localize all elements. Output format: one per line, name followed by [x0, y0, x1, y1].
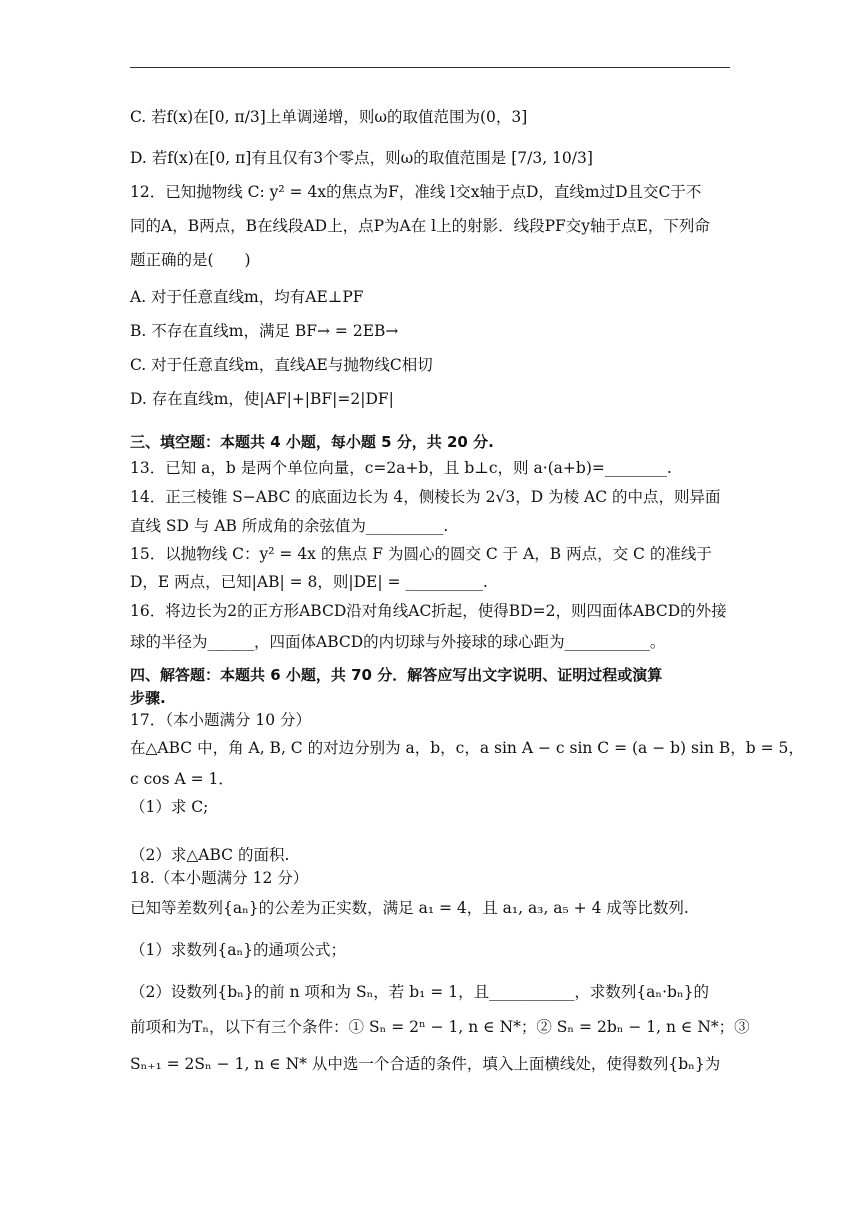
- q18-title: 18.（本小题满分 12 分）: [130, 869, 309, 887]
- q17-part1: （1）求 C;: [130, 798, 209, 816]
- q11-option-c: C. 若f(x)在[0, π/3]上单调递增，则ω的取值范围为(0，3]: [130, 108, 528, 126]
- q15-line1: 15．以抛物线 C：y² = 4x 的焦点 F 为圆心的圆交 C 于 A，B 两点，交 C 的准线于: [130, 545, 712, 563]
- q18-part2-line1: （2）设数列{bₙ}的前 n 项和为 Sₙ，若 b₁ = 1，且___________，求数列{aₙ·bₙ}的: [130, 983, 710, 1001]
- q12-stem-line2: 同的A，B两点，B在线段AD上，点P为A在 l上的射影．线段PF交y轴于点E，下列命: [130, 217, 710, 235]
- q14-line1: 14．正三棱锥 S−ABC 的底面边长为 4，侧棱长为 2√3，D 为棱 AC 的中点，则异面: [130, 488, 721, 506]
- q12-option-d: D. 存在直线m，使|AF|+|BF|=2|DF|: [130, 390, 394, 408]
- q12-option-c: C. 对于任意直线m，直线AE与抛物线C相切: [130, 356, 433, 374]
- q14-line2: 直线 SD 与 AB 所成角的余弦值为__________.: [130, 517, 449, 535]
- q18-stem: 已知等差数列{aₙ}的公差为正实数，满足 a₁ = 4，且 a₁, a₃, a₅ + 4 成等比数列.: [130, 899, 689, 917]
- q17-title: 17．（本小题满分 10 分）: [130, 711, 312, 729]
- q17-part2: （2）求△ABC 的面积.: [130, 846, 290, 864]
- q18-part2-line2: 前项和为Tₙ，以下有三个条件：① Sₙ = 2ⁿ − 1, n ∈ N*；② Sₙ = 2bₙ − 1, n ∈ N*；③: [130, 1018, 750, 1036]
- q18-part1: （1）求数列{aₙ}的通项公式；: [130, 941, 347, 959]
- q18-part2-line3: Sₙ₊₁ = 2Sₙ − 1, n ∈ N* 从中选一个合适的条件，填入上面横线处，使得数列{bₙ}为: [130, 1055, 721, 1073]
- q11-option-d: D. 若f(x)在[0, π]有且仅有3个零点，则ω的取值范围是 [7/3, 10/3]: [130, 149, 593, 167]
- q13: 13．已知 a，b 是两个单位向量，c=2a+b，且 b⊥c，则 a·(a+b)=________.: [130, 459, 672, 477]
- q17-stem-line1: 在△ABC 中，角 A, B, C 的对边分别为 a，b，c，a sin A − c sin C = (a − b) sin B，b = 5，: [130, 739, 804, 757]
- q12-stem-line1: 12．已知抛物线 C: y² = 4x的焦点为F，准线 l交x轴于点D，直线m过D且交C于不: [130, 183, 702, 201]
- section4-heading-line2: 步骤.: [130, 689, 166, 707]
- q12-stem-line3: 题正确的是( ): [130, 251, 251, 269]
- section3-heading: 三、填空题：本题共 4 小题，每小题 5 分，共 20 分.: [130, 433, 494, 451]
- q17-stem-line2: c cos A = 1．: [130, 770, 234, 788]
- q15-line2: D，E 两点，已知|AB| = 8，则|DE| = __________.: [130, 573, 488, 591]
- q16-line2: 球的半径为______，四面体ABCD的内切球与外接球的球心距为___________。: [130, 633, 666, 651]
- q12-option-a: A. 对于任意直线m，均有AE⊥PF: [130, 288, 364, 306]
- section4-heading-line1: 四、解答题：本题共 6 小题，共 70 分．解答应写出文字说明、证明过程或演算: [130, 666, 663, 684]
- header-rule: [130, 67, 730, 68]
- q16-line1: 16．将边长为2的正方形ABCD沿对角线AC折起，使得BD=2，则四面体ABCD的外接: [130, 602, 727, 620]
- q12-option-b: B. 不存在直线m，满足 BF→ = 2EB→: [130, 322, 399, 340]
